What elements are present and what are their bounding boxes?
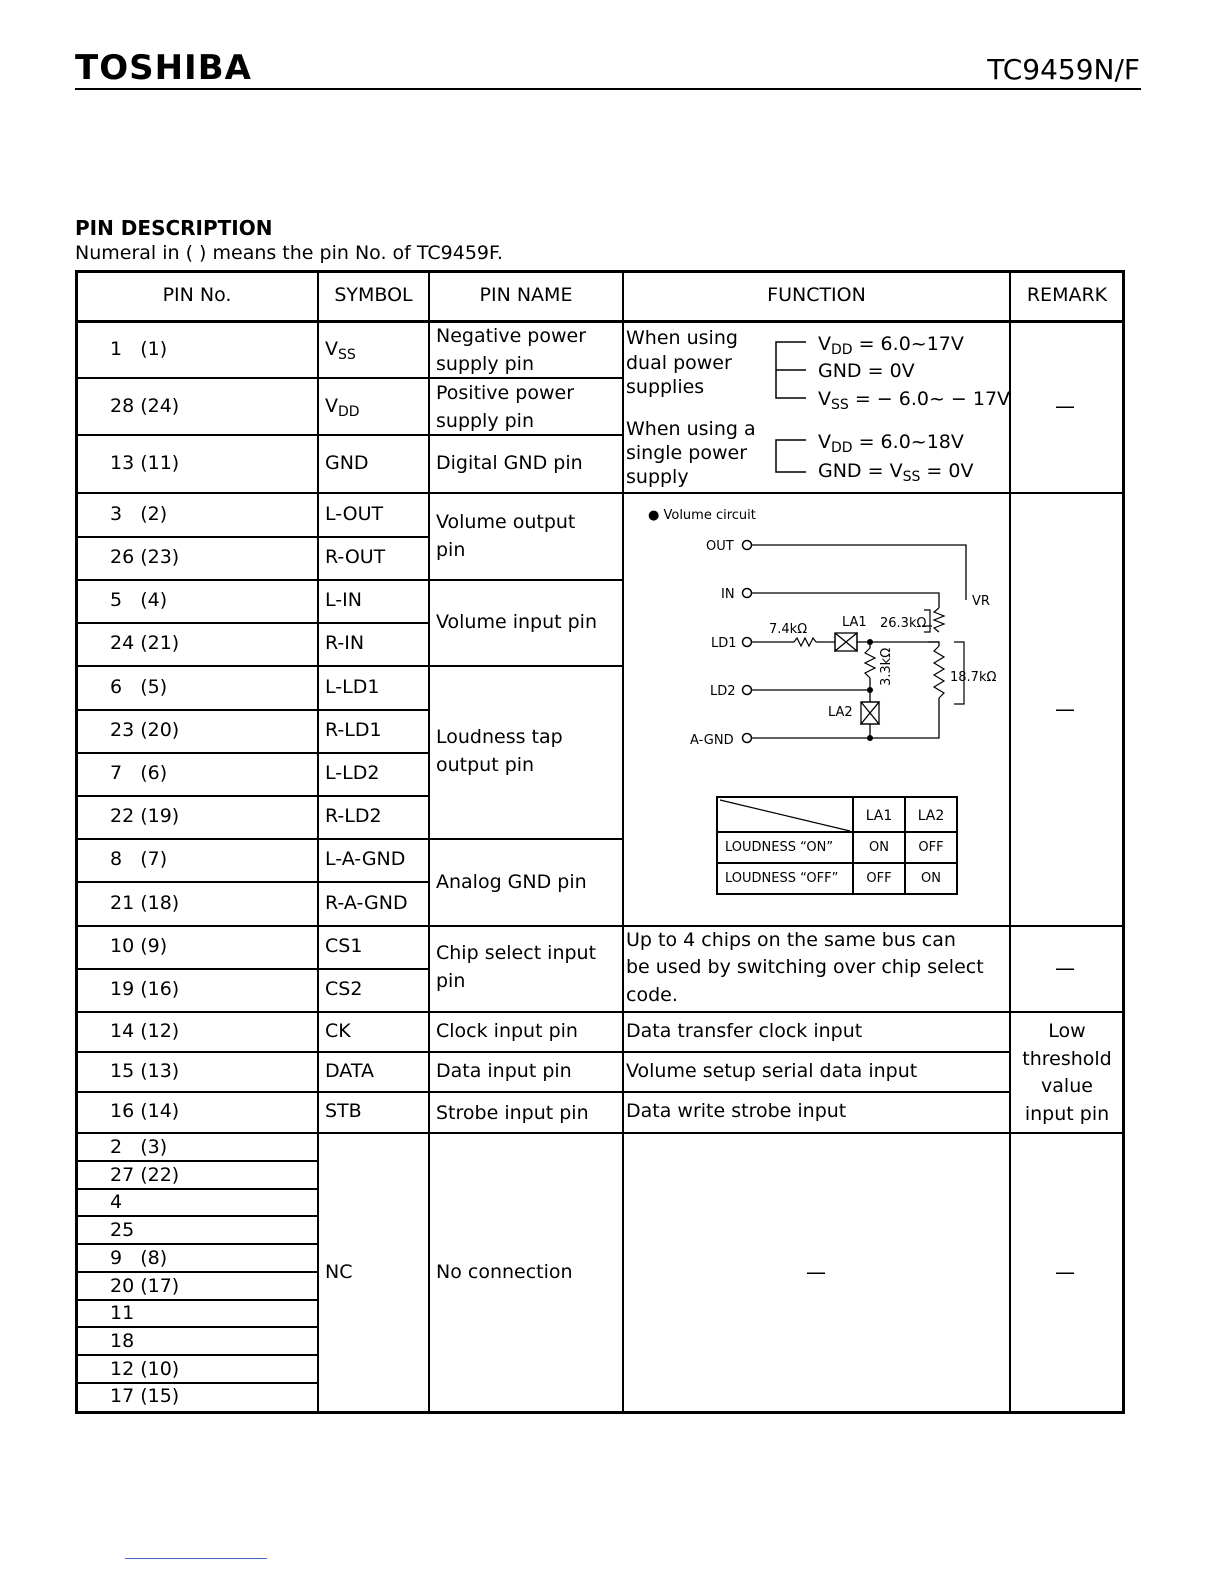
row-divider — [75, 752, 428, 754]
pin-number: 27 (22) — [110, 1164, 180, 1186]
terminal-ld1 — [743, 638, 752, 647]
label-in: IN — [721, 587, 735, 602]
pin-name: pin — [436, 970, 466, 992]
remark-dash: — — [1055, 697, 1075, 721]
header-symbol: SYMBOL — [334, 284, 413, 306]
header-pin-no: PIN No. — [162, 284, 232, 306]
switch-table-cell: OFF — [918, 840, 944, 855]
remark-text: input pin — [1024, 1103, 1110, 1125]
label-la1: LA1 — [842, 615, 867, 630]
pin-number: 9 (8) — [110, 1247, 168, 1269]
label-out: OUT — [706, 539, 734, 554]
pin-number: 16 (14) — [110, 1100, 180, 1122]
label-r1: 7.4kΩ — [769, 622, 808, 637]
function-text: supplies — [626, 376, 705, 398]
function-value: GND = 0V — [818, 360, 915, 382]
section-divider — [75, 492, 1125, 494]
pin-number: 17 (15) — [110, 1385, 180, 1407]
label-agnd: A-GND — [690, 733, 734, 748]
switch-table-col-la1: LA1 — [865, 808, 893, 824]
terminal-in — [743, 589, 752, 598]
pin-symbol: R-LD2 — [325, 805, 382, 827]
pin-number: 12 (10) — [110, 1358, 180, 1380]
section-title: PIN DESCRIPTION — [75, 216, 273, 240]
pin-symbol: L-A-GND — [325, 848, 406, 870]
pin-number: 24 (21) — [110, 632, 180, 654]
pin-name: supply pin — [436, 410, 535, 432]
pin-name: Clock input pin — [436, 1020, 578, 1042]
function-text: supply — [626, 466, 689, 488]
function-text: Data write strobe input — [626, 1100, 847, 1122]
terminal-ld2 — [743, 686, 752, 695]
pin-symbol: L-LD1 — [325, 676, 380, 698]
function-value: $V_{DD}$ = 6.0~18V — [818, 431, 964, 456]
pin-name: No connection — [436, 1261, 573, 1283]
switch-table-col-la2: LA2 — [917, 808, 945, 824]
row-divider — [75, 665, 622, 667]
pin-symbol: DATA — [325, 1060, 374, 1082]
row-divider — [75, 968, 428, 970]
pin-number: 7 (6) — [110, 762, 168, 784]
header-divider — [75, 320, 1125, 323]
function-text: When using a — [626, 418, 756, 440]
function-value: $V_{DD}$ = 6.0~17V — [818, 333, 964, 358]
function-dash: — — [806, 1260, 826, 1284]
col-divider — [428, 270, 430, 1413]
row-divider — [75, 881, 428, 883]
col-divider — [317, 270, 319, 1413]
pin-symbol: CS2 — [325, 978, 363, 1000]
pin-number: 23 (20) — [110, 719, 180, 741]
pin-symbol: R-IN — [325, 632, 365, 654]
remark-text: threshold — [1022, 1048, 1112, 1070]
pin-name: Analog GND pin — [436, 871, 587, 893]
pin-name: pin — [436, 539, 466, 561]
single-supply-bracket — [770, 434, 810, 480]
row-divider — [75, 622, 428, 624]
function-value: GND = $V_{SS} = 0V$ — [818, 460, 974, 485]
label-ld2: LD2 — [710, 684, 736, 699]
row-divider — [75, 1051, 1009, 1053]
pin-symbol: R-A-GND — [325, 892, 408, 914]
terminal-agnd — [743, 734, 752, 743]
function-text: Volume setup serial data input — [626, 1060, 918, 1082]
function-value: $V_{SS}$ = − 6.0~ − 17V — [818, 388, 1011, 413]
section-divider — [75, 925, 1125, 927]
pin-symbol: GND — [325, 452, 369, 474]
section-note: Numeral in ( ) means the pin No. of TC9459F. — [75, 242, 503, 264]
row-divider — [75, 709, 428, 711]
pin-number: 20 (17) — [110, 1275, 180, 1297]
label-r4: 18.7kΩ — [950, 670, 997, 685]
pin-symbol: L-OUT — [325, 503, 384, 525]
pin-number: 28 (24) — [110, 395, 180, 417]
pin-symbol: CK — [325, 1020, 351, 1042]
pin-number: 10 (9) — [110, 935, 168, 957]
footer-link-line — [125, 1558, 267, 1559]
function-text: When using — [626, 327, 738, 349]
function-text: code. — [626, 984, 678, 1006]
pin-number: 25 — [110, 1219, 135, 1241]
symbol-main: V — [325, 338, 338, 360]
dual-supply-bracket — [770, 336, 810, 406]
row-divider — [75, 536, 428, 538]
remark-dash: — — [1055, 956, 1075, 980]
pin-symbol — [325, 335, 356, 369]
function-text: dual power — [626, 352, 732, 374]
pin-number: 14 (12) — [110, 1020, 180, 1042]
pin-name: Chip select input — [436, 942, 597, 964]
pin-name: output pin — [436, 754, 535, 776]
label-ld1: LD1 — [711, 636, 737, 651]
pin-number: 2 (3) — [110, 1136, 168, 1158]
switch-table-cell: OFF — [866, 871, 892, 886]
remark-dash: — — [1055, 394, 1075, 418]
function-text: Up to 4 chips on the same bus can — [626, 929, 956, 951]
pin-number: 13 (11) — [110, 452, 180, 474]
row-divider — [75, 1091, 1009, 1093]
pin-name: supply pin — [436, 353, 535, 375]
remark-dash: — — [1055, 1260, 1075, 1284]
pin-number: 22 (19) — [110, 805, 180, 827]
loudness-switch-table — [716, 796, 958, 895]
header-remark: REMARK — [1026, 284, 1108, 306]
pin-number: 3 (2) — [110, 503, 168, 525]
pin-number: 6 (5) — [110, 676, 168, 698]
label-la2: LA2 — [828, 705, 853, 720]
pin-number: 18 — [110, 1330, 135, 1352]
function-text: be used by switching over chip select — [626, 956, 984, 978]
symbol-main: V — [325, 395, 338, 417]
resistor-18k7 — [934, 646, 944, 698]
pin-number: 1 (1) — [110, 338, 168, 360]
part-number: TC9459N/F — [987, 53, 1140, 86]
resistor-3k3 — [865, 648, 875, 678]
pin-name: Digital GND pin — [436, 452, 583, 474]
pin-symbol: L-IN — [325, 589, 362, 611]
row-divider — [75, 434, 622, 436]
row-divider — [75, 579, 622, 581]
header-function: FUNCTION — [767, 284, 866, 306]
label-r3: 3.3kΩ — [879, 647, 894, 686]
row-divider — [75, 838, 622, 840]
section-divider — [75, 1132, 1125, 1134]
label-vr: VR — [972, 594, 990, 609]
function-text: Data transfer clock input — [626, 1020, 863, 1042]
pin-name: Strobe input pin — [436, 1102, 589, 1124]
pin-number: 21 (18) — [110, 892, 180, 914]
symbol-subscript: SS — [338, 347, 356, 363]
circuit-title: ● Volume circuit — [648, 508, 756, 523]
pin-number: 19 (16) — [110, 978, 180, 1000]
toshiba-logo: TOSHIBA — [75, 48, 252, 88]
label-r2: 26.3kΩ — [880, 616, 927, 631]
col-divider — [1009, 270, 1011, 1413]
pin-name: Loudness tap — [436, 726, 563, 748]
symbol-subscript: DD — [338, 404, 360, 420]
pin-symbol: R-LD1 — [325, 719, 382, 741]
pin-symbol: L-LD2 — [325, 762, 380, 784]
resistor-7k4 — [794, 638, 816, 646]
switch-table-row-label: LOUDNESS “ON” — [725, 840, 834, 855]
pin-symbol: NC — [325, 1261, 353, 1283]
pin-symbol: R-OUT — [325, 546, 386, 568]
remark-text: value — [1041, 1075, 1093, 1097]
terminal-out — [743, 541, 752, 550]
switch-table-cell: ON — [921, 871, 941, 886]
pin-name: Volume output — [436, 511, 576, 533]
row-divider — [75, 795, 428, 797]
resistor-26k — [934, 608, 944, 632]
pin-symbol: CS1 — [325, 935, 363, 957]
switch-table-cell: ON — [869, 840, 889, 855]
pin-name: Negative power — [436, 325, 587, 347]
pin-number: 26 (23) — [110, 546, 180, 568]
pin-number: 11 — [110, 1302, 135, 1324]
function-text: single power — [626, 442, 748, 464]
header-pin-name: PIN NAME — [479, 284, 573, 306]
pin-name: Volume input pin — [436, 611, 597, 633]
pin-number: 8 (7) — [110, 848, 168, 870]
section-divider — [75, 1011, 1125, 1013]
pin-symbol: STB — [325, 1100, 362, 1122]
pin-number: 15 (13) — [110, 1060, 180, 1082]
remark-text: Low — [1048, 1020, 1086, 1042]
switch-table-row-label: LOUDNESS “OFF” — [725, 871, 839, 886]
pin-symbol — [325, 392, 360, 426]
pin-name: Data input pin — [436, 1060, 572, 1082]
pin-number: 4 — [110, 1191, 123, 1213]
pin-number: 5 (4) — [110, 589, 168, 611]
pin-name: Positive power — [436, 382, 575, 404]
